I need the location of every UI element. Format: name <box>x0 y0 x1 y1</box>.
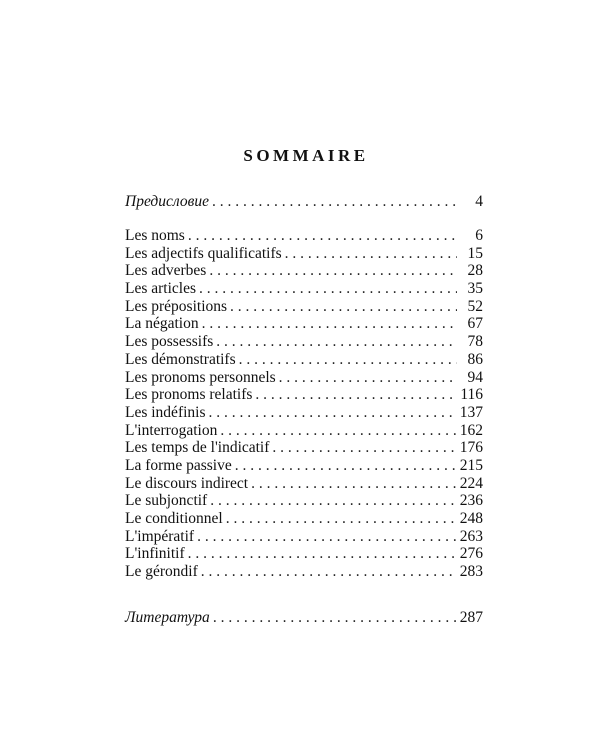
toc-entry-label: L'interrogation <box>125 421 218 439</box>
toc-entry <box>125 333 483 351</box>
dot-leader <box>188 227 457 245</box>
toc-entry-label: L'impératif <box>125 527 195 545</box>
toc-entry-page: 94 <box>467 368 483 386</box>
toc-entry-label: Les adjectifs qualificatifs <box>125 244 282 262</box>
toc-entry <box>125 245 483 263</box>
toc-entry-page: 52 <box>467 297 483 315</box>
toc-entry <box>125 439 483 457</box>
toc-entry <box>125 315 483 333</box>
dot-leader <box>209 404 456 422</box>
dot-leader <box>216 333 457 351</box>
dot-leader <box>188 545 456 563</box>
toc-entry-label: Le discours indirect <box>125 474 249 492</box>
toc-entry-label: Les temps de l'indicatif <box>125 439 270 457</box>
toc-entry <box>125 528 483 546</box>
toc-entry-page: 283 <box>459 563 483 581</box>
toc-entry-label: Le subjonctif <box>125 492 208 510</box>
dot-leader <box>202 315 457 333</box>
toc-entry-page: 6 <box>475 227 483 244</box>
toc-entry <box>125 563 483 581</box>
toc-entry <box>125 298 483 316</box>
toc-entry <box>125 422 483 440</box>
toc-entry-page: 28 <box>467 262 483 280</box>
toc-entry-label: L'infinitif <box>125 545 185 563</box>
dot-leader <box>279 369 457 387</box>
dot-leader <box>235 457 456 475</box>
toc-entry-label: Le conditionnel <box>125 510 223 527</box>
toc-entry-page: 15 <box>467 244 483 262</box>
dot-leader <box>251 475 456 493</box>
toc-entry <box>125 545 483 563</box>
dot-leader <box>197 528 456 546</box>
dot-leader <box>239 351 457 369</box>
toc-entry <box>125 457 483 475</box>
toc-entry-label: Предисловие <box>125 193 209 210</box>
toc-entry-page: 287 <box>459 609 483 626</box>
dot-leader <box>226 510 456 528</box>
toc-entry-label: La négation <box>125 315 199 333</box>
dot-leader <box>255 386 456 404</box>
toc-entry-label: Les adverbes <box>125 262 207 280</box>
toc-entry-label: Le gérondif <box>125 563 198 581</box>
toc-entry <box>125 475 483 493</box>
toc-entry-label: Les indéfinis <box>125 403 206 421</box>
toc-entry-page: 67 <box>467 315 483 333</box>
toc-entry-page: 4 <box>475 193 483 210</box>
dot-leader <box>199 280 457 298</box>
toc-entry-page: 176 <box>459 439 483 457</box>
toc-entry-label: Les démonstratifs <box>125 350 236 368</box>
toc-entry-page: 137 <box>459 403 483 421</box>
toc-entry-intro <box>125 193 483 211</box>
toc-entry-page: 248 <box>459 510 483 527</box>
toc-entry-label: Les possessifs <box>125 333 214 351</box>
dot-leader <box>210 492 456 510</box>
dot-leader <box>213 609 456 627</box>
toc-entry-page: 162 <box>459 421 483 439</box>
toc-entry-label: Les prépositions <box>125 297 228 315</box>
toc-entry-label: Les pronoms relatifs <box>125 386 253 404</box>
toc-bibliography-section <box>125 609 483 627</box>
page-title: SOMMAIRE <box>243 146 369 165</box>
dot-leader <box>230 298 457 316</box>
dot-leader <box>220 422 455 440</box>
toc-entry <box>125 404 483 422</box>
toc-entry-page: 224 <box>459 474 483 492</box>
dot-leader <box>272 439 455 457</box>
toc-entry-page: 86 <box>467 350 483 368</box>
toc-entry <box>125 262 483 280</box>
toc-entry-page: 35 <box>467 280 483 298</box>
toc-entry <box>125 492 483 510</box>
toc-entry-label: Les pronoms personnels <box>125 368 276 386</box>
dot-leader <box>201 563 456 581</box>
dot-leader <box>209 262 457 280</box>
toc-entry-label: La forme passive <box>125 456 232 474</box>
toc-intro-section <box>125 193 483 211</box>
toc-entry <box>125 369 483 387</box>
toc-entry <box>125 227 483 245</box>
toc-entry <box>125 280 483 298</box>
toc-entry-page: 116 <box>460 386 483 404</box>
toc-entry-label: Les articles <box>125 280 197 298</box>
toc-entry-page: 276 <box>459 545 483 563</box>
toc-entry-label: Les noms <box>125 227 185 244</box>
toc-entry-page: 78 <box>467 333 483 351</box>
toc-entry <box>125 510 483 528</box>
toc-entry-page: 263 <box>459 527 483 545</box>
toc-entry-bibliography <box>125 609 483 627</box>
toc-entry <box>125 351 483 369</box>
toc-entry-page: 236 <box>459 492 483 510</box>
dot-leader <box>285 245 457 263</box>
toc-entry-label: Литература <box>125 609 210 626</box>
toc-chapter-list <box>125 227 483 581</box>
dot-leader <box>212 193 457 211</box>
toc-entry-page: 215 <box>459 456 483 474</box>
toc-entry <box>125 386 483 404</box>
